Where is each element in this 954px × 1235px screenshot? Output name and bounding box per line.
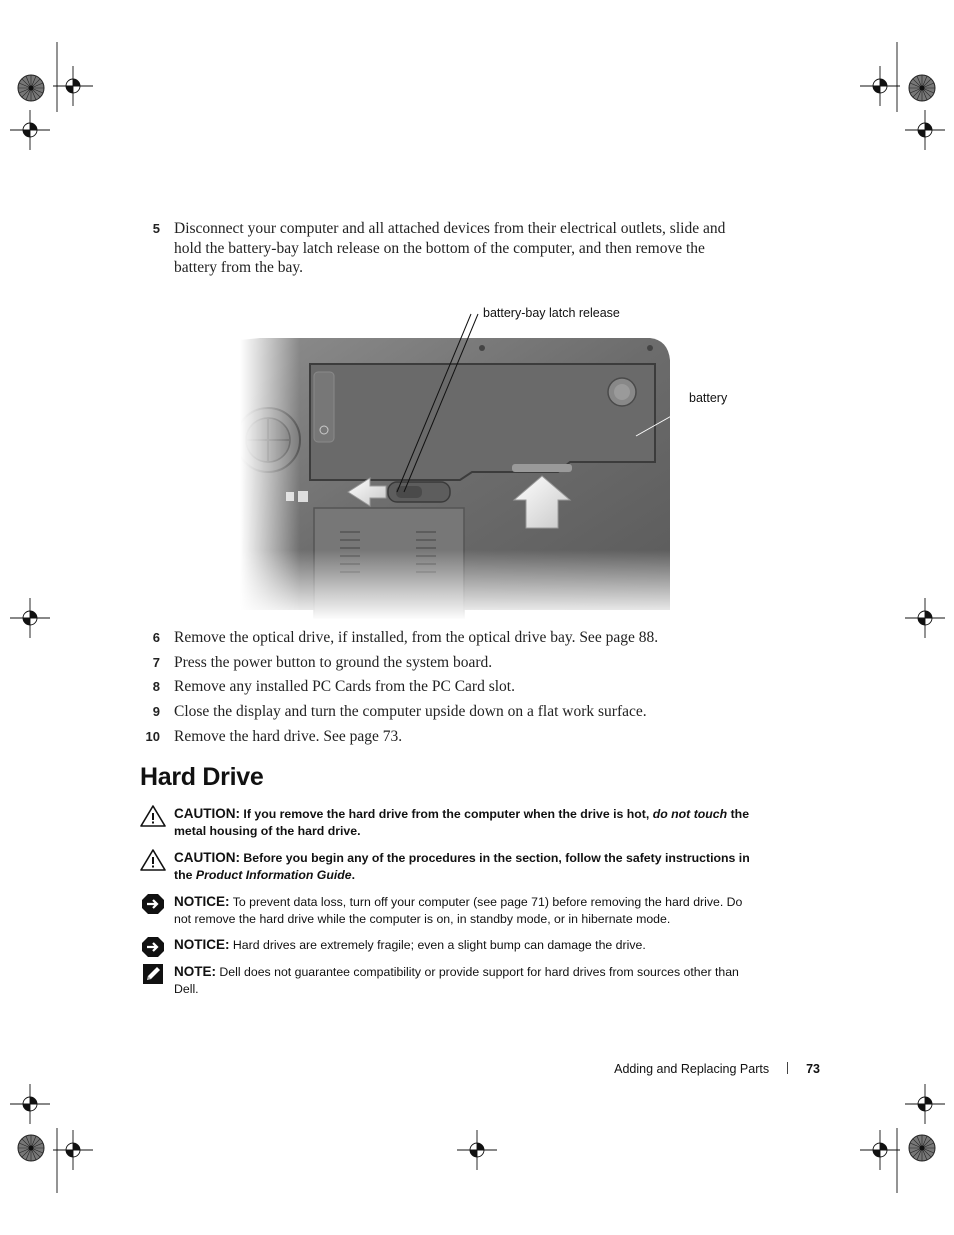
step-number: 7	[152, 655, 160, 670]
footer-section-title: Adding and Replacing Parts	[614, 1062, 770, 1076]
page-number: 73	[806, 1062, 820, 1076]
notice-label: NOTE:	[174, 964, 216, 979]
page-footer	[560, 1062, 820, 1076]
registration-star-icon	[18, 1135, 44, 1161]
notice	[140, 936, 760, 954]
battery-removal-illustration	[240, 300, 728, 624]
step-number: 5	[152, 221, 160, 236]
note-pencil-icon	[140, 962, 166, 986]
caution-notice	[140, 805, 760, 840]
step-number: 10	[145, 729, 160, 744]
procedure-step	[140, 628, 740, 648]
procedure-step	[140, 702, 740, 722]
registration-cross-icon	[53, 1130, 93, 1170]
caution-notice	[140, 849, 760, 884]
notice-label: CAUTION:	[174, 850, 240, 865]
registration-cross-icon	[53, 66, 93, 106]
notice-label: CAUTION:	[174, 806, 240, 821]
caution-icon	[140, 848, 166, 872]
footer-divider	[787, 1062, 788, 1074]
registration-cross-icon	[10, 598, 50, 638]
section-title: Hard Drive	[140, 763, 264, 791]
registration-cross-icon	[457, 1130, 497, 1170]
step-number: 8	[152, 679, 160, 694]
notice-emphasis: do not touch	[652, 807, 728, 821]
registration-star-icon	[18, 75, 44, 101]
notice-emphasis: Product Information Guide	[195, 868, 352, 882]
registration-star-icon	[909, 1135, 935, 1161]
step-text: Disconnect your computer and all attached devices from their electrical outlets, slide and hold the battery-bay latch release on the bottom of the computer, and then remove the battery from the bay.	[174, 220, 726, 276]
step-text: Remove the optical drive, if installed, from the optical drive bay. See page 88.	[174, 629, 659, 646]
step-text: Close the display and turn the computer upside down on a flat work surface.	[174, 703, 647, 720]
notice	[140, 893, 760, 928]
registration-cross-icon	[905, 598, 945, 638]
notice-text: Hard drives are extremely fragile; even a slight bump can damage the drive.	[232, 938, 646, 952]
procedure-step	[140, 653, 740, 673]
notice-text: To prevent data loss, turn off your computer (see page 71) before removing the hard drive. Do not remove the hard drive while the computer is on, in standby mode, or in hibernate mode.	[174, 895, 743, 926]
computer-bottom-illustration	[240, 300, 700, 620]
notice-text: .	[351, 868, 356, 882]
notice-text: the metal housing of the hard drive.	[174, 807, 750, 838]
notice-text: If you remove the hard drive from the computer when the drive is hot,	[243, 807, 653, 821]
notice-text: Dell does not guarantee compatibility or provide support for hard drives from sources other than Dell.	[174, 965, 739, 996]
procedure-step	[140, 219, 740, 278]
step-text: Remove any installed PC Cards from the PC Card slot.	[174, 678, 515, 695]
caution-icon	[140, 804, 166, 828]
note	[140, 963, 760, 998]
procedure-step	[140, 727, 740, 747]
registration-cross-icon	[905, 110, 945, 150]
registration-star-icon	[909, 75, 935, 101]
callout-latch-release: battery-bay latch release	[483, 306, 620, 320]
step-text: Remove the hard drive. See page 73.	[174, 728, 403, 745]
callout-battery: battery	[689, 391, 728, 405]
registration-cross-icon	[860, 1130, 900, 1170]
registration-cross-icon	[10, 1084, 50, 1124]
notice-icon	[140, 892, 166, 916]
notice-label: NOTICE:	[174, 937, 230, 952]
step-number: 9	[152, 704, 160, 719]
step-number: 6	[152, 630, 160, 645]
registration-cross-icon	[905, 1084, 945, 1124]
registration-cross-icon	[860, 66, 900, 106]
notice-icon	[140, 935, 166, 959]
registration-cross-icon	[10, 110, 50, 150]
notice-text: Before you begin any of the procedures in the section, follow the safety instructions in the	[174, 851, 750, 882]
step-text: Press the power button to ground the system board.	[174, 654, 493, 671]
procedure-step	[140, 677, 740, 697]
notice-label: NOTICE:	[174, 894, 230, 909]
